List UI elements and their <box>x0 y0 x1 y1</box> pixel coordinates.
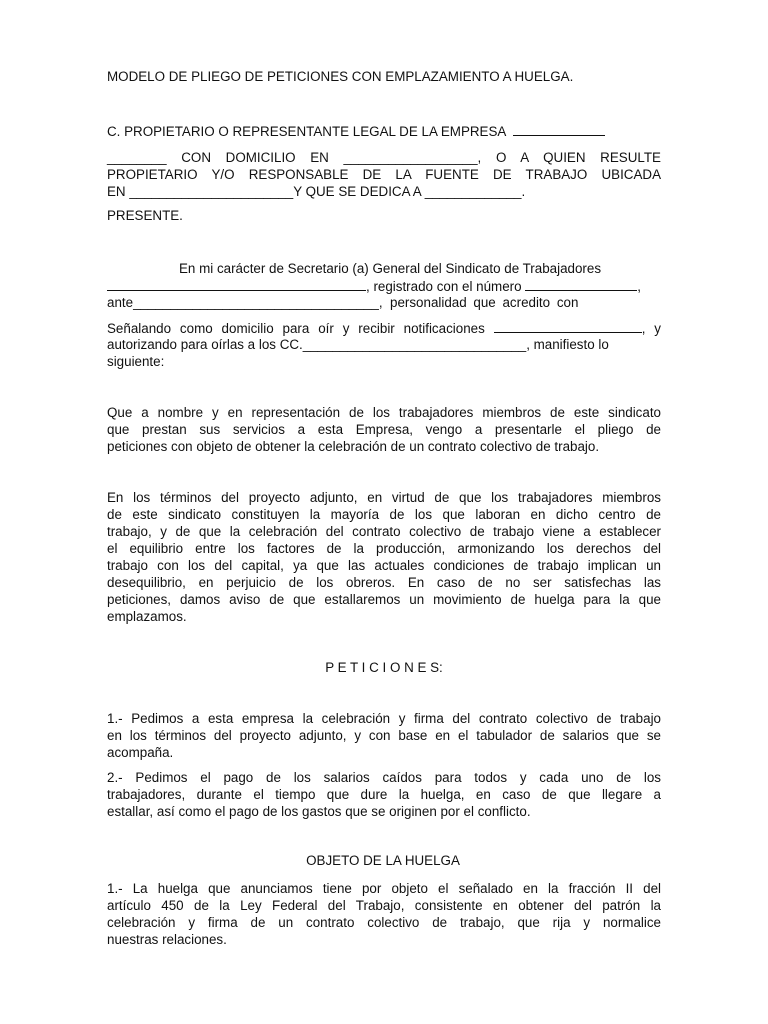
notificaciones-blank <box>494 320 642 333</box>
y-label: , y <box>641 321 661 336</box>
objeto1-line-4: nuestras relaciones. <box>107 932 227 947</box>
se-dedica-label: Y QUE SE DEDICA A <box>293 184 421 199</box>
cc-blank: ______________________________ <box>302 337 527 352</box>
peticion2-line-3: estallar, así como el pago de los gastos que se originen por el conflicto. <box>107 804 531 819</box>
peticion1-line-1: 1.- Pedimos a esta empresa la celebración y firma del contrato colectivo de trabajo <box>107 711 661 726</box>
peticion2-line-2: trabajadores, durante el tiempo que dure la huelga, en caso de que llegare a <box>107 787 661 802</box>
quien-resulte-label: O A QUIEN RESULTE <box>495 150 661 165</box>
document-title: MODELO DE PLIEGO DE PETICIONES CON EMPLAZAMIENTO A HUELGA. <box>107 69 574 84</box>
para1-line-2: que prestan sus servicios a esta Empresa, vengo a presentarle el pliego de <box>107 422 661 437</box>
para2-line-8: emplazamos. <box>107 609 187 624</box>
para2-line-2: de este sindicato constituyen la mayoría de los que laboran en dicho centro de <box>107 507 661 522</box>
autorizando-label: autorizando para oírlas a los CC. <box>107 337 303 352</box>
presente-label: PRESENTE. <box>107 208 183 223</box>
para2-line-1: En los términos del proyecto adjunto, en virtud de que los trabajadores miembros <box>107 490 661 505</box>
para2-line-4: el equilibrio entre los factores de la producción, armonizando los derechos del <box>107 541 661 556</box>
intro-line-4 <box>107 320 661 337</box>
en-label: EN <box>107 184 126 199</box>
ante-label: ante <box>107 295 134 310</box>
personalidad-label: personalidad que acredito con <box>390 295 579 310</box>
para2-line-3: trabajo, y de que la celebración del contrato colectivo de trabajo viene a establecer <box>107 524 661 539</box>
para1-line-3: peticiones con objeto de obtener la celebración de un contrato colectivo de trabajo. <box>107 439 600 454</box>
para2-line-7: peticiones, damos aviso de que estallaremos un movimiento de huelga para la que <box>107 592 661 607</box>
notificaciones-label: Señalando como domicilio para oír y recibir notificaciones <box>107 321 485 336</box>
para1-line-1: Que a nombre y en representación de los trabajadores miembros de este sindicato <box>107 405 661 420</box>
intro-line-3 <box>107 295 578 311</box>
domicilio-label: CON DOMICILIO EN <box>181 150 329 165</box>
domicilio-blank: __________________, <box>343 150 482 165</box>
addressee-line-4 <box>107 184 525 200</box>
registrado-label: , registrado con el número <box>366 279 522 294</box>
addressee-line-1 <box>107 123 605 140</box>
objeto1-line-2: artículo 450 de la Ley Federal del Trabajo, consistente en obtener del patrón la <box>107 898 661 913</box>
registro-number-blank <box>525 278 637 291</box>
para2-line-5: trabajo con los del capital, ya que las actuales condiciones de trabajo implican un <box>107 558 661 573</box>
peticiones-heading: P E T I C I O N E S: <box>325 660 443 675</box>
sindicato-name-blank <box>107 278 366 291</box>
company-name-blank <box>513 123 605 136</box>
addressee-line-3: PROPIETARIO Y/O RESPONSABLE DE LA FUENTE DE TRABAJO UBICADA <box>107 167 661 182</box>
objeto1-line-3: celebración y firma de un contrato colectivo de trabajo, que rija y normalice <box>107 915 661 930</box>
comma: , <box>637 279 642 294</box>
ante-blank: _________________________________, <box>133 295 383 310</box>
actividad-blank: _____________. <box>424 184 526 199</box>
intro-line-1: En mi carácter de Secretario (a) General del Sindicato de Trabajadores <box>179 261 602 276</box>
intro-line-6: siguiente: <box>107 354 165 369</box>
para2-line-6: desequilibrio, en perjuicio de los obreros. En caso de no ser satisfechas las <box>107 575 661 590</box>
peticion1-line-2: en los términos del proyecto adjunto, y con base en el tabulador de salarios que se <box>107 728 661 743</box>
intro-line-5 <box>107 337 609 353</box>
objeto-heading: OBJETO DE LA HUELGA <box>306 853 460 868</box>
objeto1-line-1: 1.- La huelga que anunciamos tiene por objeto el señalado en la fracción II del <box>107 881 661 896</box>
intro-line-2 <box>107 278 641 295</box>
ubicacion-blank: ______________________ <box>129 184 294 199</box>
addressee-company-label: C. PROPIETARIO O REPRESENTANTE LEGAL DE LA EMPRESA <box>107 124 506 139</box>
addressee-line-2 <box>107 150 661 166</box>
peticion2-line-1: 2.- Pedimos el pago de los salarios caídos para todos y cada uno de los <box>107 770 661 785</box>
blank-lead: ________ <box>107 150 167 165</box>
manifiesto-label: , manifiesto lo <box>526 337 609 352</box>
peticion1-line-3: acompaña. <box>107 745 174 760</box>
